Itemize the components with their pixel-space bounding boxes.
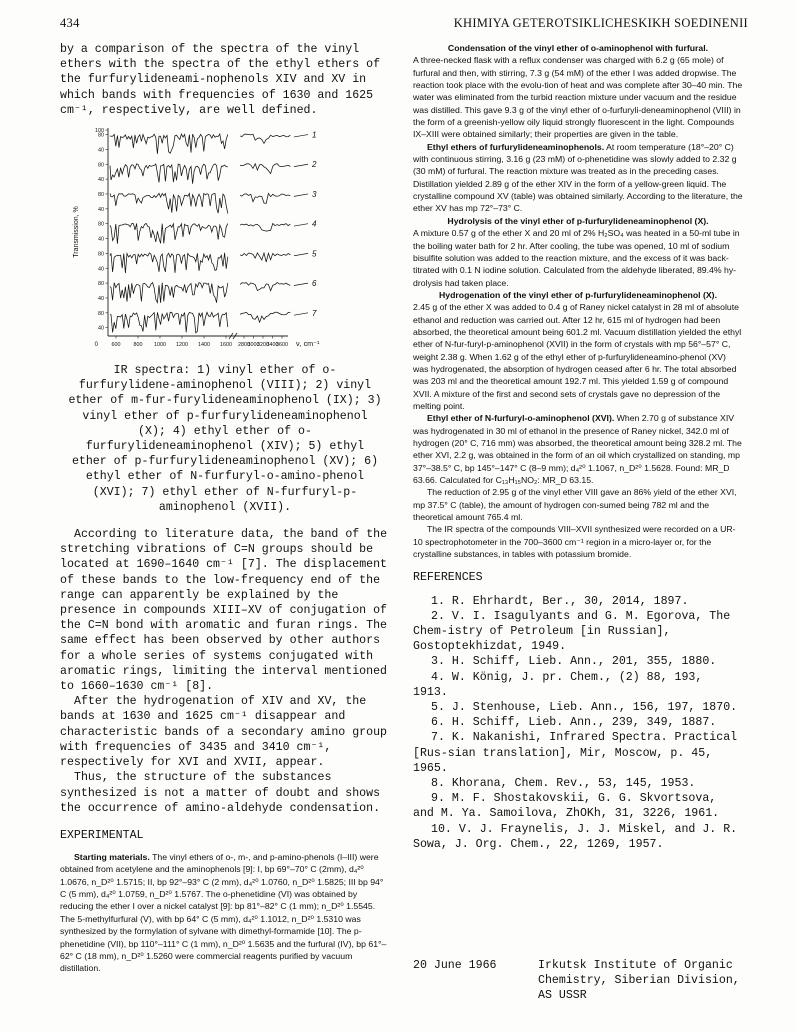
ir-spectra-figure — [60, 122, 390, 357]
reference-item: 9. M. F. Shostakovskii, G. G. Skvortsova, and M. Ya. Samoilova, ZhOKh, 31, 3226, 1961. — [413, 792, 720, 821]
spectrum-trace — [110, 193, 228, 213]
starting-materials-title: Starting materials. — [74, 852, 150, 863]
n-furfuryl-title: Ethyl ether of N-furfuryl-o-aminophenol (XVI). — [427, 413, 615, 424]
spectrum-trace — [240, 164, 290, 174]
reference-item: 3. H. Schiff, Lieb. Ann., 201, 355, 1880. — [431, 655, 717, 669]
x-tick-label: 1600 — [220, 342, 232, 349]
spectrum-trace — [110, 253, 228, 273]
right-column — [413, 42, 743, 852]
x-tick-label: 3600 — [276, 342, 288, 349]
reduction-paragraph: The reduction of 2.95 g of the vinyl ether VIII gave an 86% yield of the ether XVI, mp 37.5° C (table), the amount of hydrogen con-sumed being 782 ml and the theoretical amount 765.4 ml. — [413, 487, 737, 523]
ir-spectra-plot — [60, 122, 390, 357]
spectrum-trace — [240, 134, 290, 143]
y-tick-label: 80 — [98, 310, 104, 317]
y-tick-label: 80 — [98, 251, 104, 258]
reference-list — [413, 594, 743, 852]
spectrum-trace — [240, 253, 290, 262]
hydrolysis-body: A mixture 0.57 g of the ether X and 20 ml of 2% H₂SO₄ was heated in a 50-ml tube in the boiling water bath for 2 hr. After cooling, the tube was opened, 10 ml of sodium bisulfite solution was added to the reaction mixture, and the excess of it was back-titrated with 0.1 N iodine solution. Calculated from the aldehyde liberated, 89.4% hy-drolysis had taken place. — [413, 228, 740, 288]
hydrolysis-title: Hydrolysis of the vinyl ether of p-furfurylideneaminophenol (X). — [447, 215, 709, 226]
reference-item: 10. V. J. Fraynelis, J. J. Miskel, and J. R. Sowa, J. Org. Chem., 22, 1269, 1957. — [413, 822, 738, 851]
intro-paragraph: by a comparison of the spectra of the vinyl ethers with the spectra of the ethyl ethers of the furfurylideneami-nophenols XIV and XV in which bands with frequencies of 1630 and 1625 cm⁻¹, respectively, are well defined. — [60, 43, 381, 117]
spectrum-trace — [110, 223, 228, 243]
hydrogenation-body: 2.45 g of the ether X was added to 0.4 g of Raney nickel catalyst in 28 ml of absolute ethanol and reduction was carried out. After 12 hr, 615 ml of hydrogen had been absorbed, the theoretical amount being 601.2 ml. Vacuum distillation yielded the ethyl ether of N-fur-furyl-p-aminophenol (XVII) in the form of crystals with mp 56°–57° C, weight 2.38 g. When 1.62 g of the ethyl ether of p-furfurylideneamino-phenol (XV) was hydrogenated, the absorption of hydrogen ceased after 6 hr. The total absorbed was 203 ml and the theoretical amount 192.7 ml. This yielded 1.59 g of compound XVII. A mixture of the first and second sets of crystals gave no depression of the melting point. — [413, 302, 742, 411]
page-number: 434 — [60, 16, 80, 30]
x-axis-label: ν, cm⁻¹ — [296, 339, 320, 349]
trace-label: 3 — [312, 189, 317, 199]
hydrogenation-title: Hydrogenation of the vinyl ether of p-furfurylideneaminophenol (X). — [438, 289, 717, 300]
y-tick-label: 80 — [98, 221, 104, 228]
trace-label-leader — [294, 224, 308, 226]
y-axis-label: Transmission, % — [73, 206, 80, 258]
spectrum-trace — [110, 283, 228, 303]
experimental-heading: EXPERIMENTAL — [60, 828, 144, 842]
figure-caption: IR spectra: 1) vinyl ether of o-furfurylidene-aminophenol (VIII); 2) vinyl ether of m-fur-furylideneaminophenol (IX); 3) vinyl ether of p-furfurylideneaminophenol (X); 4) ethyl ether of o-furfurylideneaminophenol (XIV); 5) ethyl ether of p-furfurylideneaminophenol (XV); 6) ethyl ether of N-furfuryl-o-amino-phenol (XVI); 7) ethyl ether of N-furfuryl-p-aminophenol (XVII). — [68, 364, 382, 514]
trace-label: 6 — [312, 279, 317, 289]
institute-affiliation — [538, 958, 740, 1003]
trace-label-leader — [294, 253, 308, 255]
ethyl-ethers-body: At room temperature (18°–20° C) with continuous stirring, 3.16 g (23 mM) of o-phenetidine was slowly added to 2.32 g (30 mM) of furfural. The reaction mixture was treated as in the preceding cases. Distillation yielded 2.89 g of the ether XIV in the form of a yellow-green liquid. The crystalline compound XV (table) was obtained similarly. According to the literature, the ether XV has mp 72°–73° C. — [413, 141, 743, 214]
trace-label-leader — [294, 283, 308, 285]
reference-item: 1. R. Ehrhardt, Ber., 30, 2014, 1897. — [431, 594, 689, 608]
y-tick-label: 40 — [98, 206, 104, 213]
x-tick-label: 800 — [133, 342, 143, 349]
x-tick-label: 600 — [111, 342, 121, 349]
x-tick-label: 1400 — [198, 342, 210, 349]
x-tick-label: 3000 — [247, 342, 260, 349]
condensation-title: Condensation of the vinyl ether of o-aminophenol with furfural. — [447, 43, 709, 53]
x-tick-label: 1000 — [154, 342, 166, 349]
trace-label-leader — [294, 164, 308, 166]
y-tick-label: 80 — [98, 162, 104, 169]
trace-label: 4 — [312, 219, 317, 229]
y-tick-label: 40 — [98, 325, 104, 332]
reference-item: 2. V. I. Isagulyants and G. M. Egorova, The Chem-istry of Petroleum [in Russian], Gostoptekhizdat, 1949. — [413, 609, 731, 654]
reference-item: 5. J. Stenhouse, Lieb. Ann., 156, 197, 1870. — [431, 701, 738, 715]
paragraph-cn-band: According to literature data, the band of the stretching vibrations of C=N groups should be located at 1690–1640 cm⁻¹ [7]. The displacement of these bands to the low-frequency end of the range can apparently be explained by the presence in compounds XIII–XV of conjugation of the C=N bond with aromatic and furan rings. The same effect has been observed by other authors for a whole series of systems conjugated with aromatic rings, limiting the interval mentioned to 1660–1630 cm⁻¹ [8]. — [60, 528, 388, 694]
n-furfuryl-paragraph — [413, 412, 743, 486]
x-tick-label: 2800 — [238, 342, 250, 349]
submission-date: 20 June 1966 — [413, 959, 497, 972]
x-tick-label: 3200 — [257, 342, 269, 349]
spectrum-trace — [240, 193, 290, 203]
x-tick-label: 3400 — [266, 342, 279, 349]
spectrum-trace — [110, 164, 228, 184]
y-tick-label: 40 — [98, 177, 104, 184]
y-tick-label: 80 — [98, 132, 104, 139]
y-tick-label: 80 — [98, 191, 104, 198]
spectrum-trace — [110, 134, 228, 154]
institute-line: AS USSR — [538, 989, 587, 1002]
y-tick-label: 40 — [98, 236, 104, 243]
institute-line: Chemistry, Siberian Division, — [538, 974, 740, 987]
ethyl-ethers-paragraph — [413, 141, 743, 215]
y-tick-label: 40 — [98, 295, 104, 302]
spectrum-trace — [240, 312, 290, 322]
starting-materials-paragraph — [60, 851, 390, 974]
ethyl-ethers-title: Ethyl ethers of furfurylideneaminophenols. — [427, 141, 605, 152]
running-header: KHIMIYA GETEROTSIKLICHESKIKH SOEDINENII — [453, 16, 748, 30]
paragraph-hydrogenation: After the hydrogenation of XIV and XV, the bands at 1630 and 1625 cm⁻¹ disappear and characteristic bands of a secondary amino group with frequencies of 3435 and 3410 cm⁻¹, respectively for XVI and XVII, appear. — [60, 695, 387, 770]
ir-recording-paragraph: The IR spectra of the compounds VIII–XVII synthesized were recorded on a UR-10 spectrophotometer in the 700–3600 cm⁻¹ region in a micro-layer or, for the crystalline substances, in tables with potassium bromide. — [413, 524, 736, 560]
condensation-body: A three-necked flask with a reflux condenser was charged with 6.2 g (65 mole) of furfural and then, with stirring, 7.3 g (54 mM) of the ether I was added dropwise. The reaction took place with the evolu-tion of heat and was complete after 30–40 min. The water was eliminated from the turbid reaction mixture under vacuum and the residue was distilled. This gave 9.3 g of the vinyl ether of o-furfuryli-deneaminophenol (VIII) in the form of a greenish-yellow oily liquid strongly fluorescent in the light. Compounds IX–XIII were obtained similarly; their properties are given in the table. — [413, 55, 743, 140]
institute-line: Irkutsk Institute of Organic — [538, 959, 733, 972]
reference-item: 6. H. Schiff, Lieb. Ann., 239, 349, 1887. — [431, 716, 717, 730]
left-column — [60, 42, 390, 975]
trace-label: 5 — [312, 249, 317, 259]
y-tick-label: 100 — [95, 128, 104, 135]
n-furfuryl-body: When 2.70 g of substance XIV was hydrogenated in 30 ml of ethanol in the presence of Raney nickel, 342.0 ml of hydrogen (20° C, 716 mm) was absorbed, the theoretical amount being 328.2 ml. The ether XVI, 2.2 g, was obtained in the form of an oil which crystallized on standing, mp 37°–38.5° C, bp 145°–147° C (8–9 mm); d₄²⁰ 1.1067, n_D²⁰ 1.5628. Found: MR_D 63.66. Calculated for C₁₃H₁₅NO₂: MR_D 63.15. — [413, 413, 742, 486]
x-tick-label: 1200 — [176, 342, 188, 349]
spectrum-trace — [110, 312, 228, 333]
trace-label: 7 — [312, 308, 317, 318]
y-tick-label: 40 — [98, 147, 104, 154]
spectrum-trace — [240, 224, 290, 232]
y-tick-label: 80 — [98, 281, 104, 288]
trace-label-leader — [294, 313, 308, 315]
references-heading: REFERENCES — [413, 571, 483, 585]
trace-label-leader — [294, 135, 308, 137]
trace-label-leader — [294, 194, 308, 196]
trace-label: 1 — [312, 130, 317, 140]
paragraph-conclusion: Thus, the structure of the substances synthesized is not a matter of doubt and shows the occurrence of amino-aldehyde condensation. — [60, 771, 381, 815]
starting-materials-body: The vinyl ethers of o-, m-, and p-amino-phenols (I–III) were obtained from acetylene and the aminophenols [9]: I, bp 69°–70° C (2mm), d₄²⁰ 1.0676, n_D²⁰ 1.5715; II, bp 92°–93° C (2 mm), d₄²⁰ 1.0760, n_D²⁰ 1.5825; III bp 94° C (5 mm), d₄²⁰ 1.0759, n_D²⁰ 1.5767. The o-phenetidine (VI) was obtained by reducing the ether I over a nickel catalyst [9]: bp 81°–82° C (1 mm); n_D²⁰ 1.5545. The 5-methylfurfural (V), with bp 64° C (5 mm), d₄²⁰ 1.1012, n_D²⁰ 1.5310 was synthesized by the formylation of sylvane with dimethyl-formamide [10]. The p-phenetidine (VII), bp 110°–111° C (1 mm), n_D²⁰ 1.5635 and the furfural (IV), bp 61°–62° C (18 mm), n_D²⁰ 1.5260 were commercial reagents purified by vacuum distillation. — [60, 852, 387, 974]
y-tick-label: 40 — [98, 266, 104, 273]
zero-label: 0 — [94, 342, 98, 349]
reference-item: 4. W. König, J. pr. Chem., (2) 88, 193, 1913. — [413, 670, 703, 699]
reference-item: 8. Khorana, Chem. Rev., 53, 145, 1953. — [431, 777, 696, 791]
spectrum-trace — [240, 283, 290, 291]
reference-item: 7. K. Nakanishi, Infrared Spectra. Practical [Rus-sian translation], Mir, Moscow, p. 45, 1965. — [413, 731, 738, 775]
trace-label: 2 — [312, 160, 317, 170]
